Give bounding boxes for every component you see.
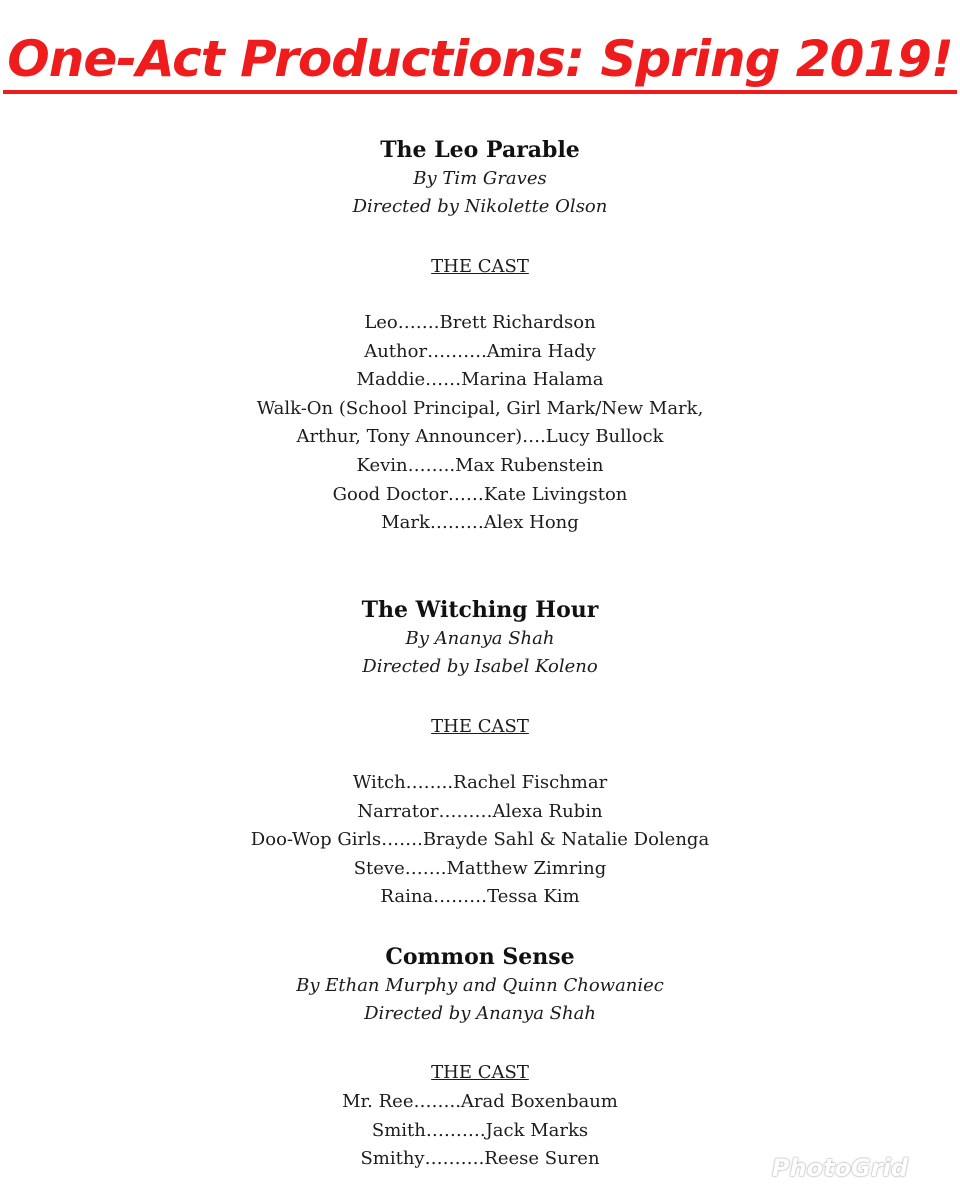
cast-entry: Leo…….Brett Richardson — [364, 312, 596, 333]
cast-entry: Witch……..Rachel Fischmar — [352, 772, 608, 793]
photogrid-watermark: PhotoGrid — [771, 1154, 908, 1182]
play-title: Common Sense — [385, 944, 575, 970]
play-director: Directed by Ananya Shah — [364, 1003, 596, 1024]
play-section-common-sense — [0, 942, 960, 1028]
cast-list-leo-parable — [0, 253, 960, 281]
cast-entry: Mr. Ree……..Arad Boxenbaum — [342, 1091, 618, 1112]
page-title: One-Act Productions: Spring 2019! — [3, 28, 957, 94]
cast-entry: Doo-Wop Girls…….Brayde Sahl & Natalie Dolenga — [250, 829, 710, 851]
play-director: Directed by Isabel Koleno — [362, 656, 598, 677]
play-author: By Ethan Murphy and Quinn Chowaniec — [296, 975, 664, 996]
play-section-leo-parable — [0, 135, 960, 221]
cast-header: THE CAST — [431, 256, 529, 277]
page-header — [0, 28, 960, 94]
cast-header: THE CAST — [431, 1062, 529, 1083]
play-title: The Witching Hour — [361, 597, 599, 623]
cast-entry: Steve…….Matthew Zimring — [353, 857, 607, 879]
cast-entry: Maddie……Marina Halama — [356, 369, 604, 391]
play-author: By Ananya Shah — [405, 628, 555, 649]
play-title: The Leo Parable — [380, 137, 580, 163]
play-director: Directed by Nikolette Olson — [352, 196, 608, 217]
cast-list-common-sense — [0, 1059, 960, 1087]
cast-entry: Good Doctor……Kate Livingston — [332, 483, 628, 505]
cast-entry: Narrator………Alexa Rubin — [357, 800, 603, 822]
play-author: By Tim Graves — [413, 168, 547, 189]
play-section-witching-hour — [0, 595, 960, 681]
cast-entries-leo-parable — [0, 309, 960, 538]
cast-entry: Mark………Alex Hong — [381, 512, 579, 534]
cast-entry: Author……….Amira Hady — [364, 340, 596, 362]
cast-entry: Walk-On (School Principal, Girl Mark/New Mark, — [256, 397, 704, 419]
cast-entry: Kevin……..Max Rubenstein — [356, 454, 604, 476]
cast-entry: Raina………Tessa Kim — [380, 886, 580, 908]
cast-header: THE CAST — [431, 716, 529, 737]
cast-entry: Arthur, Tony Announcer)….Lucy Bullock — [296, 426, 664, 448]
cast-entry: Smith……….Jack Marks — [371, 1119, 589, 1141]
cast-entries-witching-hour — [0, 769, 960, 912]
cast-entry: Smithy……….Reese Suren — [360, 1148, 600, 1170]
cast-list-witching-hour — [0, 713, 960, 741]
